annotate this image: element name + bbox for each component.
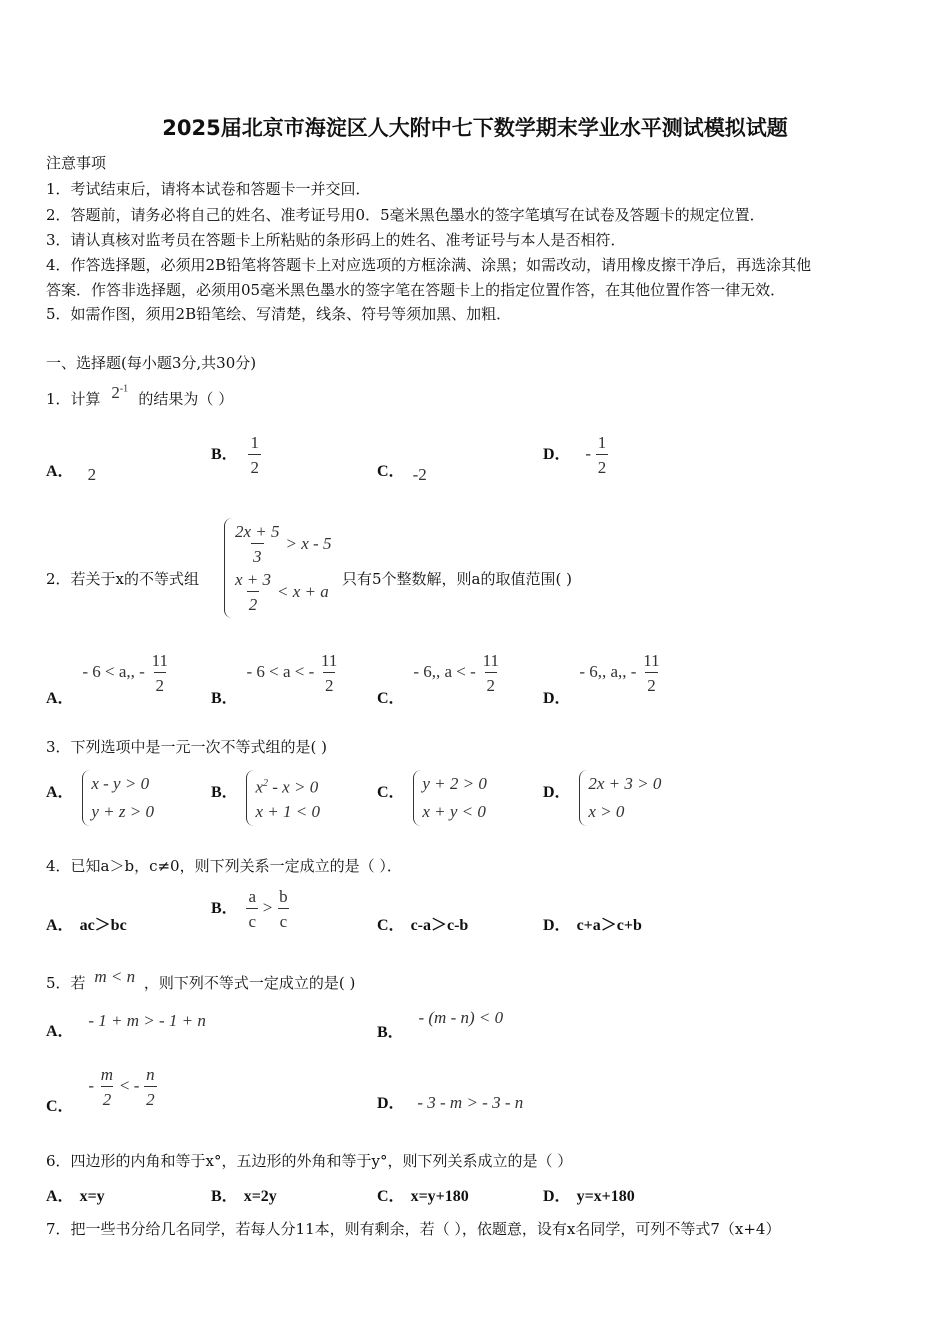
q4-option-c[interactable]: C． c-a＞c-b [377,917,469,934]
q3-option-c[interactable]: C． y + 2 > 0 x + y < 0 [377,770,493,826]
q3-option-a[interactable]: A． x - y > 0 y + z > 0 [46,770,160,826]
q4-option-a[interactable]: A． ac＞bc [46,917,127,934]
q5-condition: m < n [94,967,136,986]
q4-option-d[interactable]: D． c+a＞c+b [543,917,642,934]
q5-option-b[interactable]: B． - (m - n) < 0 [377,1008,504,1041]
question-3: 3．下列选项中是一元一次不等式组的是( ) [46,738,328,756]
q2-option-d[interactable]: D． - 6,, a,, - $\frac{11}{2}$ [543,651,660,707]
notice-item-1: 1．考试结束后，请将本试卷和答题卡一并交回． [46,180,371,198]
q1-stem: 1．计算 [46,390,101,408]
notice-item-2: 2．答题前，请务必将自己的姓名、准考证号用0．5毫米黑色墨水的签字笔填写在试卷及答题卡的规定位置． [46,206,765,224]
q1-option-c[interactable]: C． -2 [377,463,427,484]
q6-option-b[interactable]: B． x=2y [211,1188,277,1205]
q1-option-d[interactable]: D． - $\frac{1}{2}$ [543,433,607,477]
notice-item-4-cont: 答案．作答非选择题，必须用05毫米黑色墨水的签字笔在答题卡上的指定位置作答，在其他位置作答一律无效． [46,281,786,299]
q6-option-d[interactable]: D． y=x+180 [543,1188,635,1205]
q6-option-c[interactable]: C． x=y+180 [377,1188,469,1205]
question-6: 6．四边形的内角和等于x°，五边形的外角和等于y°，则下列关系成立的是（ ） [46,1152,573,1170]
q5-option-c[interactable]: C． - $\frac{m}{2}$ < - $\frac{n}{2}$ [46,1065,155,1115]
q3-option-b[interactable]: B． $x^2 - x > 0$ x + 1 < 0 [211,770,326,826]
question-2-stem: 2．若关于x的不等式组 [46,570,200,588]
question-4: 4．已知a＞b，c≠0，则下列关系一定成立的是（ ）． [46,857,402,875]
q1-expression: $2^{-1}$ [111,383,129,402]
q1-stem-end: 的结果为（ ） [138,390,234,408]
notice-item-4: 4．作答选择题，必须用2B铅笔将答题卡上对应选项的方框涂满、涂黑；如需改动，请用橡皮擦干净后，再选涂其他 [46,256,812,274]
q2-inequality-system: $\frac{2x + 5}{3}$ > x - 5 $\frac{x + 3}{2}$ < x + a [224,518,337,618]
q2-option-b[interactable]: B． - 6 < a < - $\frac{11}{2}$ [211,651,338,707]
q1-option-a[interactable]: A． 2 [46,463,97,484]
notice-item-5: 5．如需作图，须用2B铅笔绘、写清楚，线条、符号等须加黑、加粗． [46,305,512,323]
section-heading: 一、选择题(每小题3分,共30分) [46,354,257,372]
q5-option-d[interactable]: D． - 3 - m > - 3 - n [377,1093,524,1112]
q3-option-d[interactable]: D． 2x + 3 > 0 x > 0 [543,770,667,826]
question-1 [46,383,234,409]
question-2-stem-end: 只有5个整数解，则a的取值范围( ) [342,570,572,588]
q2-option-c[interactable]: C． - 6,, a < - $\frac{11}{2}$ [377,651,499,707]
q4-option-b[interactable]: B． $\frac{a}{c}$ > $\frac{b}{c}$ [211,887,288,931]
page-title: 2025届北京市海淀区人大附中七下数学期末学业水平测试模拟试题 [162,116,788,140]
q6-option-a[interactable]: A． x=y [46,1188,105,1205]
q1-option-b[interactable]: B． $\frac{1}{2}$ [211,433,259,477]
question-5: 5．若 m < n ，则下列不等式一定成立的是( ) [46,967,356,992]
q5-option-a[interactable]: A． - 1 + m > - 1 + n [46,1011,206,1040]
notice-item-3: 3．请认真核对监考员在答题卡上所粘贴的条形码上的姓名、准考证号与本人是否相符． [46,231,626,249]
q2-option-a[interactable]: A． - 6 < a,, - $\frac{11}{2}$ [46,651,168,707]
notice-heading: 注意事项 [46,154,107,172]
question-7: 7．把一些书分给几名同学，若每人分11本，则有剩余，若（ ），依题意，设有x名同学，可列不等式7（x+4） [46,1220,781,1238]
